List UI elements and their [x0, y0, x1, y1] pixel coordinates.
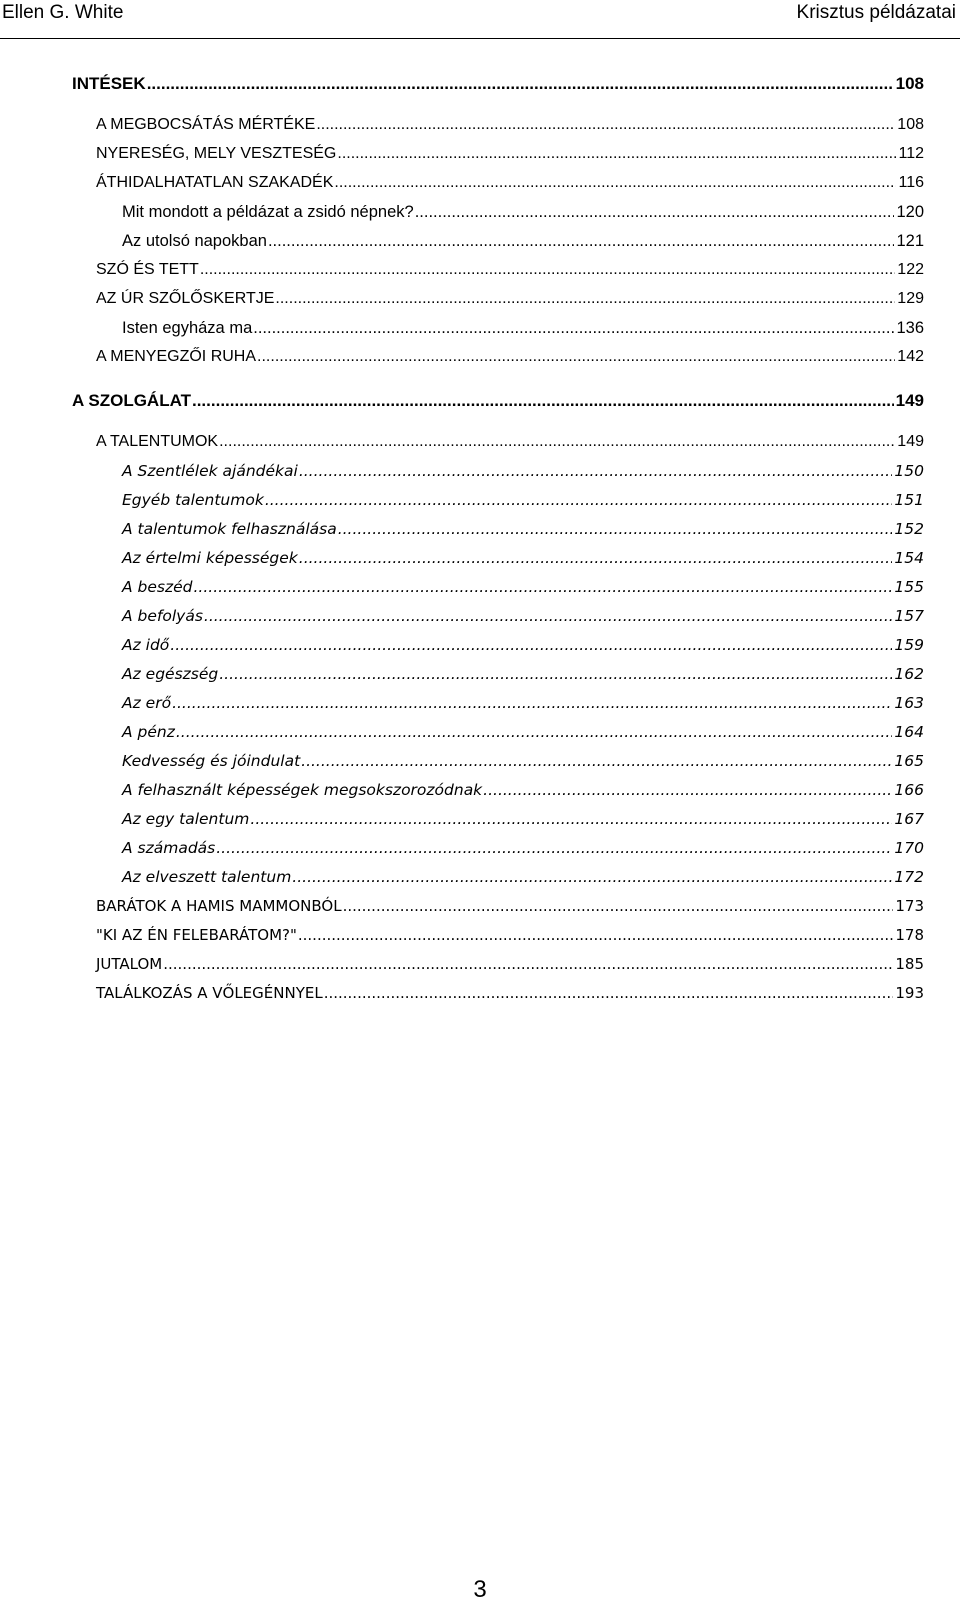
- leader-dots: [343, 897, 894, 915]
- leader-dots: [483, 781, 892, 799]
- toc-entry[interactable]: A TALENTUMOK ..... 149: [0, 433, 960, 451]
- toc-entry[interactable]: "KI AZ ÉN FELEBARÁTOM?" ..... 178: [0, 926, 960, 944]
- toc-entry[interactable]: Az utolsó napokban ..... 121: [0, 232, 960, 251]
- toc-entry[interactable]: A SZOLGÁLAT ..... 149: [0, 391, 960, 411]
- leader-dots: [172, 694, 892, 712]
- toc-entry[interactable]: ÁTHIDALHATATLAN SZAKADÉK ..... 116: [0, 174, 960, 192]
- leader-dots: [337, 145, 896, 163]
- leader-dots: [250, 810, 892, 828]
- page-header: [0, 0, 960, 39]
- toc-entry[interactable]: A befolyás ..... 157: [0, 607, 960, 625]
- toc-entry[interactable]: JUTALOM ..... 185: [0, 955, 960, 973]
- leader-dots: [268, 232, 895, 251]
- toc-entry[interactable]: TALÁLKOZÁS A VŐLEGÉNNYEL ..... 193: [0, 984, 960, 1002]
- toc-entry[interactable]: BARÁTOK A HAMIS MAMMONBÓL ..... 173: [0, 897, 960, 915]
- toc-entry[interactable]: AZ ÚR SZŐLŐSKERTJE ..... 129: [0, 290, 960, 308]
- toc-entry[interactable]: A MEGBOCSÁTÁS MÉRTÉKE ..... 108: [0, 116, 960, 134]
- leader-dots: [216, 839, 892, 857]
- leader-dots: [275, 290, 895, 308]
- author-name: Ellen G. White: [2, 2, 124, 23]
- leader-dots: [204, 607, 893, 625]
- leader-dots: [415, 203, 895, 222]
- toc-entry[interactable]: Az egy talentum ..... 167: [0, 810, 960, 828]
- leader-dots: [334, 174, 896, 192]
- leader-dots: [163, 955, 893, 973]
- leader-dots: [338, 520, 893, 538]
- leader-dots: [194, 578, 893, 596]
- leader-dots: [301, 752, 892, 770]
- toc-entry[interactable]: Egyéb talentumok ..... 151: [0, 491, 960, 509]
- leader-dots: [170, 636, 892, 654]
- toc-entry[interactable]: A talentumok felhasználása ..... 152: [0, 520, 960, 538]
- leader-dots: [192, 391, 894, 411]
- toc-entry[interactable]: Isten egyháza ma ..... 136: [0, 319, 960, 338]
- toc-entry[interactable]: Az idő ..... 159: [0, 636, 960, 654]
- toc-entry[interactable]: A számadás ..... 170: [0, 839, 960, 857]
- leader-dots: [147, 74, 894, 94]
- leader-dots: [265, 491, 893, 509]
- leader-dots: [257, 348, 895, 366]
- toc-entry[interactable]: INTÉSEK ..... 108: [0, 74, 960, 94]
- toc-entry[interactable]: Kedvesség és jóindulat ..... 165: [0, 752, 960, 770]
- toc-entry[interactable]: A beszéd ..... 155: [0, 578, 960, 596]
- book-title: Krisztus példázatai: [796, 2, 956, 23]
- leader-dots: [219, 433, 895, 451]
- leader-dots: [176, 723, 893, 741]
- leader-dots: [298, 926, 893, 944]
- leader-dots: [299, 462, 893, 480]
- toc-entry[interactable]: Az erő ..... 163: [0, 694, 960, 712]
- page-number: 3: [473, 1576, 487, 1603]
- leader-dots: [292, 868, 892, 886]
- toc-entry[interactable]: Az egészség ..... 162: [0, 665, 960, 683]
- leader-dots: [324, 984, 894, 1002]
- toc-entry[interactable]: A pénz ..... 164: [0, 723, 960, 741]
- leader-dots: [316, 116, 895, 134]
- leader-dots: [219, 665, 892, 683]
- toc-entry[interactable]: NYERESÉG, MELY VESZTESÉG ..... 112: [0, 145, 960, 163]
- toc-entry[interactable]: A felhasznált képességek megsokszorozódnak ..... 166: [0, 781, 960, 799]
- leader-dots: [253, 319, 894, 338]
- toc-entry[interactable]: A Szentlélek ajándékai ..... 150: [0, 462, 960, 480]
- toc-entry[interactable]: SZÓ ÉS TETT ..... 122: [0, 261, 960, 279]
- toc-entry[interactable]: A MENYEGZŐI RUHA ..... 142: [0, 348, 960, 366]
- toc-entry[interactable]: Mit mondott a példázat a zsidó népnek? ..... 120: [0, 203, 960, 222]
- leader-dots: [200, 261, 895, 279]
- toc-entry[interactable]: Az elveszett talentum ..... 172: [0, 868, 960, 886]
- leader-dots: [299, 549, 893, 567]
- toc-entry[interactable]: Az értelmi képességek ..... 154: [0, 549, 960, 567]
